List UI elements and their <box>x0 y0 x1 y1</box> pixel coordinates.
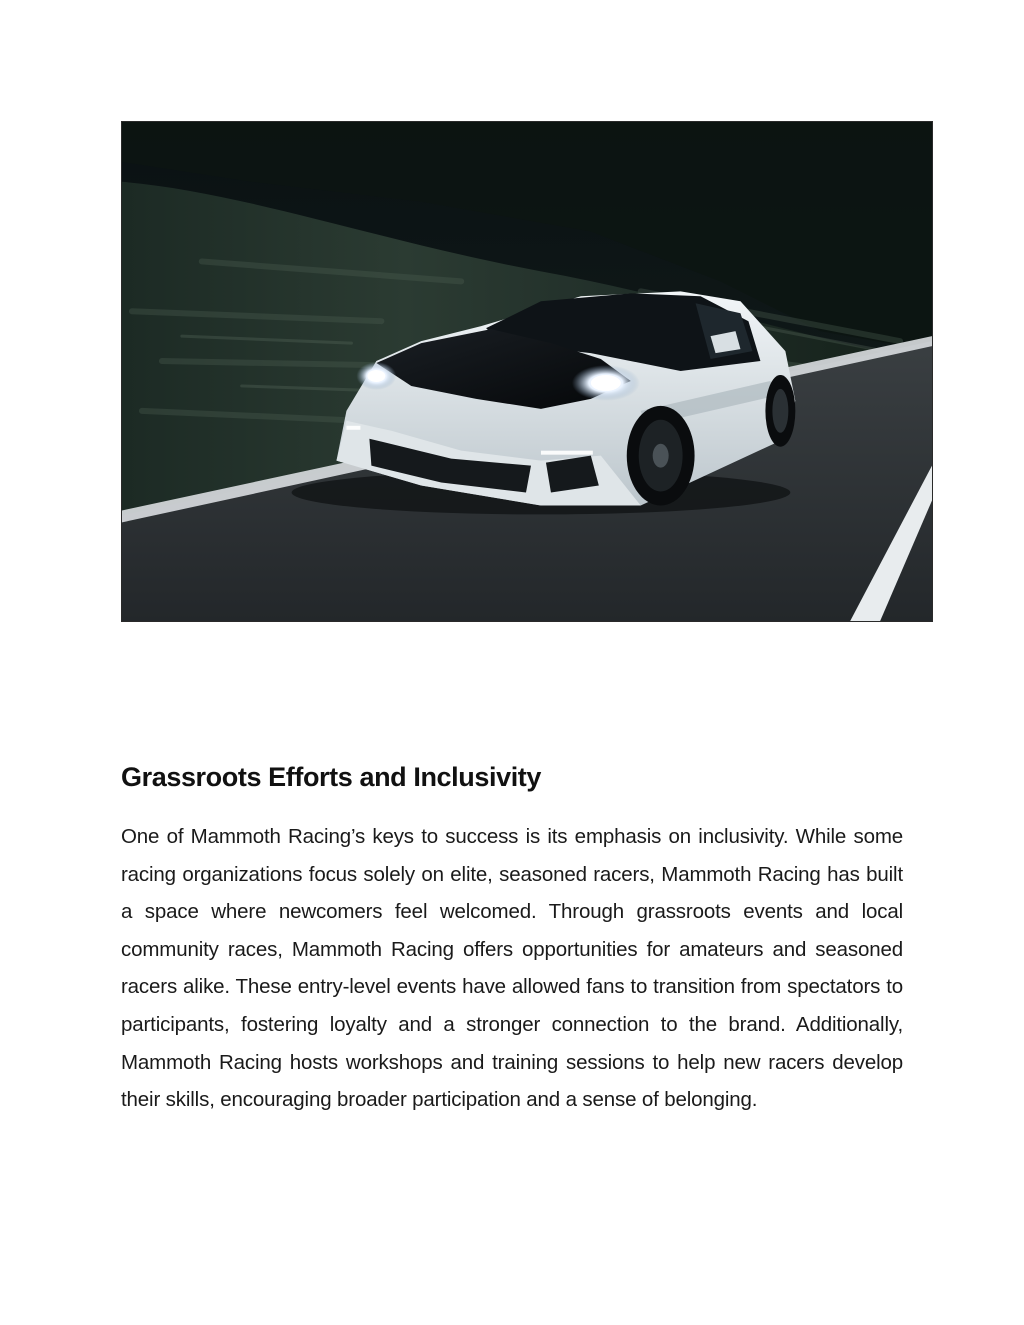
section-heading: Grassroots Efforts and Inclusivity <box>121 762 542 792</box>
car-photo-illustration <box>122 122 932 621</box>
section-paragraph: One of Mammoth Racing’s keys to success is its emphasis on inclusivity. While some racing organizations focus solely on elite, seasoned racers, Mammoth Racing has built a space where newcomers feel welcomed. Through grassroots events and local community races, Mammoth Racing offers opportunities for amateurs and seasoned racers alike. These entry-level events have allowed fans to transition from spectators to participants, fostering loyalty and a stronger connection to the brand. Additionally, Mammoth Racing hosts workshops and training sessions to help new racers develop their skills, encouraging broader participation and a sense of belonging. <box>121 825 903 1112</box>
car-photo <box>121 121 933 622</box>
